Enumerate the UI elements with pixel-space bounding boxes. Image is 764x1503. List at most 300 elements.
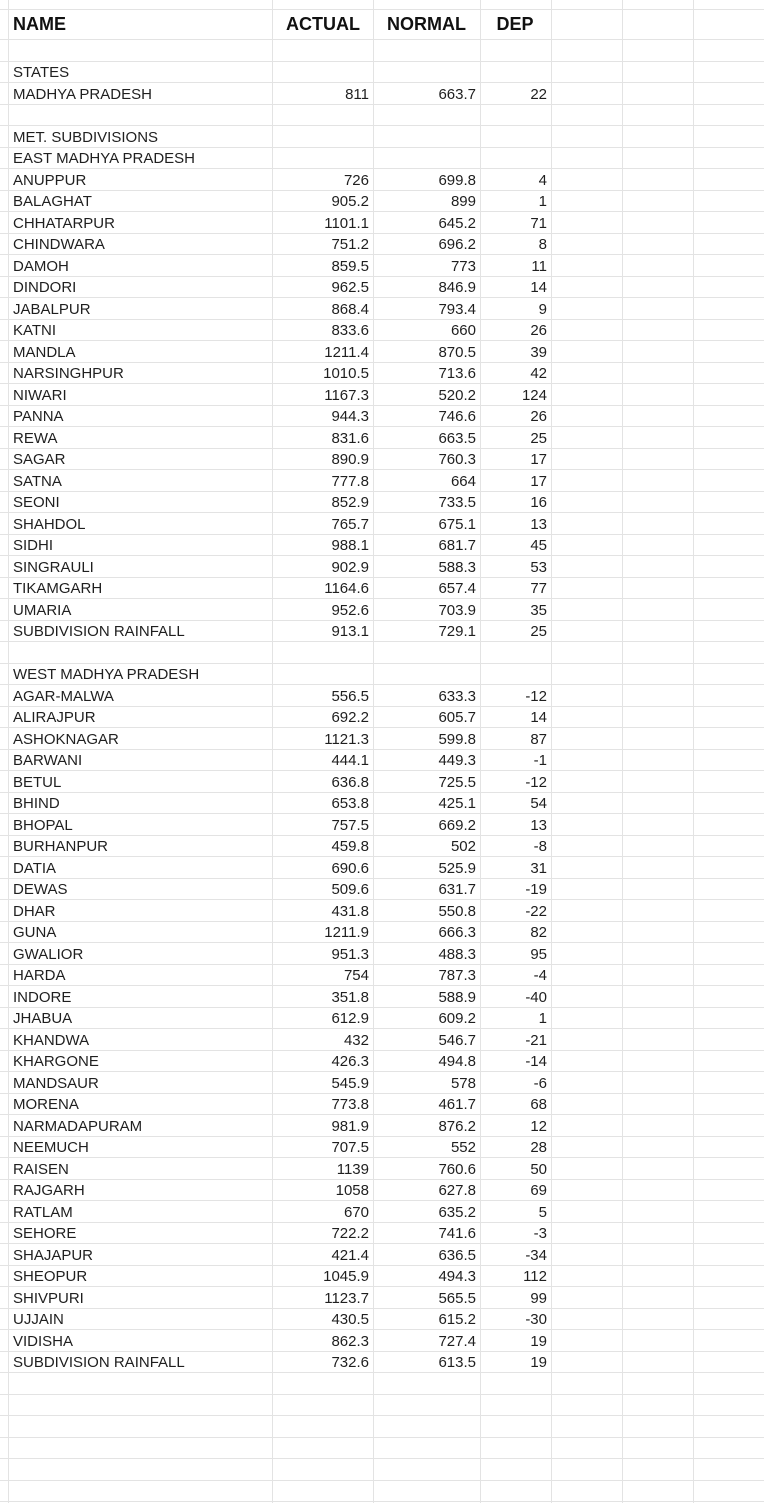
cell-dep[interactable]: 31	[530, 859, 547, 877]
cell-actual[interactable]: 902.9	[331, 558, 369, 576]
table-row[interactable]	[0, 1137, 764, 1159]
cell-dep[interactable]: -22	[525, 902, 547, 920]
cell-normal[interactable]	[373, 642, 480, 663]
cell-actual[interactable]: 1101.1	[324, 214, 369, 232]
cell-dep[interactable]	[480, 62, 550, 83]
cell-actual[interactable]: 707.5	[331, 1139, 369, 1156]
cell-normal[interactable]: 494.8	[438, 1053, 476, 1070]
header-row[interactable]	[0, 9, 764, 40]
cell-normal[interactable]: 636.5	[438, 1246, 476, 1264]
cell-actual[interactable]: 509.6	[331, 881, 369, 898]
table-row[interactable]	[0, 707, 764, 729]
table-row[interactable]	[0, 1072, 764, 1094]
cell-normal[interactable]: 681.7	[438, 537, 476, 554]
cell-normal[interactable]: 787.3	[438, 967, 476, 984]
table-row[interactable]	[0, 685, 764, 707]
table-row[interactable]	[0, 922, 764, 944]
cell-normal[interactable]: 793.4	[438, 300, 476, 318]
cell-normal[interactable]: 664	[450, 472, 476, 490]
cell-actual[interactable]: 444.1	[331, 752, 369, 769]
table-row[interactable]	[0, 1416, 764, 1438]
table-row[interactable]	[0, 1008, 764, 1030]
cell-normal[interactable]: 669.2	[438, 816, 476, 834]
cell-actual[interactable]: 722.2	[331, 1225, 369, 1242]
table-row[interactable]	[0, 1309, 764, 1331]
cell-normal[interactable]: 605.7	[438, 709, 476, 726]
cell-dep[interactable]: 19	[530, 1354, 547, 1371]
cell-actual[interactable]: 1045.9	[323, 1268, 369, 1285]
table-row[interactable]	[0, 836, 764, 858]
cell-normal[interactable]: 666.3	[438, 924, 476, 941]
table-row[interactable]	[0, 578, 764, 600]
cell-actual[interactable]: 459.8	[331, 838, 369, 855]
cell-actual[interactable]: 612.9	[331, 1010, 369, 1027]
cell-name[interactable]: VIDISHA	[13, 1332, 74, 1350]
cell-name[interactable]: SIDHI	[13, 537, 54, 554]
cell-dep[interactable]	[480, 1438, 550, 1459]
cell-name[interactable]: NARMADAPURAM	[13, 1117, 143, 1135]
cell-name[interactable]: GUNA	[13, 924, 57, 941]
cell-actual[interactable]: 859.5	[331, 257, 369, 275]
cell-dep[interactable]: 50	[530, 1160, 547, 1178]
cell-name[interactable]	[13, 642, 273, 663]
table-row[interactable]	[0, 212, 764, 234]
cell-dep[interactable]: -19	[525, 881, 547, 898]
cell-dep[interactable]: 8	[538, 236, 547, 253]
cell-normal[interactable]: 449.3	[438, 752, 476, 769]
table-row[interactable]	[0, 341, 764, 363]
cell-actual[interactable]: 1211.4	[324, 343, 369, 361]
cell-normal[interactable]	[373, 62, 480, 83]
cell-dep[interactable]	[480, 148, 550, 169]
cell-name[interactable]: DINDORI	[13, 279, 77, 296]
cell-normal[interactable]: 599.8	[438, 730, 476, 748]
cell-dep[interactable]: 124	[521, 386, 547, 404]
table-row[interactable]	[0, 384, 764, 406]
cell-actual[interactable]: 765.7	[331, 515, 369, 533]
cell-name[interactable]: CHHATARPUR	[13, 214, 115, 232]
cell-actual[interactable]: 962.5	[331, 279, 369, 296]
cell-dep[interactable]: -6	[533, 1074, 547, 1092]
cell-name[interactable]: PANNA	[13, 408, 64, 425]
cell-normal[interactable]: 663.7	[438, 85, 476, 103]
cell-normal[interactable]: 846.9	[438, 279, 476, 296]
table-row[interactable]	[0, 621, 764, 643]
cell-normal[interactable]: 588.9	[438, 988, 476, 1006]
cell-normal[interactable]: 588.3	[438, 558, 476, 576]
cell-dep[interactable]: 4	[538, 171, 547, 189]
cell-dep[interactable]: 25	[530, 623, 547, 640]
table-row[interactable]	[0, 1395, 764, 1417]
table-row[interactable]	[0, 169, 764, 191]
table-row[interactable]	[0, 449, 764, 471]
cell-normal[interactable]: 699.8	[438, 171, 476, 189]
cell-name[interactable]: STATES	[13, 64, 70, 81]
table-row[interactable]	[0, 406, 764, 428]
cell-dep[interactable]: 26	[530, 408, 547, 425]
cell-name[interactable]: BHOPAL	[13, 816, 73, 834]
cell-name[interactable]: RAISEN	[13, 1160, 69, 1178]
cell-name[interactable]: JABALPUR	[13, 300, 91, 318]
cell-name[interactable]: UJJAIN	[13, 1311, 64, 1328]
table-row[interactable]	[0, 879, 764, 901]
cell-name[interactable]: NEEMUCH	[13, 1139, 89, 1156]
cell-actual[interactable]: 1167.3	[324, 386, 369, 404]
cell-dep[interactable]: 17	[530, 451, 547, 468]
cell-normal[interactable]: 552	[450, 1139, 476, 1156]
cell-normal[interactable]: 657.4	[438, 580, 476, 597]
cell-dep[interactable]: 28	[530, 1139, 547, 1156]
cell-dep[interactable]: 25	[530, 429, 547, 447]
table-row[interactable]	[0, 642, 764, 664]
cell-name[interactable]: TIKAMGARH	[13, 580, 103, 597]
cell-name[interactable]: REWA	[13, 429, 58, 447]
cell-name[interactable]: CHINDWARA	[13, 236, 105, 253]
cell-actual[interactable]	[273, 1438, 373, 1459]
cell-actual[interactable]: 862.3	[331, 1332, 369, 1350]
cell-name[interactable]: WEST MADHYA PRADESH	[13, 666, 200, 683]
table-row[interactable]	[0, 986, 764, 1008]
cell-normal[interactable]	[373, 1373, 480, 1394]
cell-name[interactable]: MADHYA PRADESH	[13, 85, 152, 103]
cell-dep[interactable]: 69	[530, 1182, 547, 1199]
cell-normal[interactable]	[373, 1416, 480, 1437]
cell-name[interactable]: NARSINGHPUR	[13, 365, 124, 382]
cell-dep[interactable]: 39	[530, 343, 547, 361]
table-row[interactable]	[0, 40, 764, 62]
table-row[interactable]	[0, 363, 764, 385]
cell-actual[interactable]	[273, 1416, 373, 1437]
table-row[interactable]	[0, 470, 764, 492]
cell-actual[interactable]: 751.2	[331, 236, 369, 253]
cell-dep[interactable]: 19	[530, 1332, 547, 1350]
cell-actual[interactable]: 732.6	[331, 1354, 369, 1371]
cell-name[interactable]: MANDSAUR	[13, 1074, 99, 1092]
cell-name[interactable]	[13, 1373, 273, 1394]
cell-actual[interactable]: 1211.9	[324, 924, 369, 941]
cell-normal[interactable]: 550.8	[438, 902, 476, 920]
cell-name[interactable]: EAST MADHYA PRADESH	[13, 150, 195, 167]
cell-dep[interactable]: 82	[530, 924, 547, 941]
cell-normal[interactable]: 741.6	[438, 1225, 476, 1242]
cell-normal[interactable]: 578	[450, 1074, 476, 1092]
table-row[interactable]	[0, 857, 764, 879]
cell-normal[interactable]: 488.3	[438, 945, 476, 963]
cell-normal[interactable]: 635.2	[438, 1203, 476, 1221]
cell-normal[interactable]: 870.5	[438, 343, 476, 361]
cell-dep[interactable]: 68	[530, 1096, 547, 1113]
cell-name[interactable]: NIWARI	[13, 386, 67, 404]
table-row[interactable]	[0, 793, 764, 815]
cell-dep[interactable]: 9	[538, 300, 547, 318]
cell-normal[interactable]: 760.3	[438, 451, 476, 468]
table-row[interactable]	[0, 1438, 764, 1460]
cell-normal[interactable]: 631.7	[438, 881, 476, 898]
table-row[interactable]	[0, 234, 764, 256]
table-row[interactable]	[0, 535, 764, 557]
cell-actual[interactable]: 545.9	[331, 1074, 369, 1092]
table-row[interactable]	[0, 1094, 764, 1116]
cell-actual[interactable]: 421.4	[331, 1246, 369, 1264]
cell-dep[interactable]: 95	[530, 945, 547, 963]
cell-name[interactable]: SUBDIVISION RAINFALL	[13, 623, 185, 640]
cell-name[interactable]: AGAR-MALWA	[13, 687, 114, 705]
table-row[interactable]	[0, 191, 764, 213]
cell-actual[interactable]: 988.1	[331, 537, 369, 554]
cell-name[interactable]: BARWANI	[13, 752, 83, 769]
cell-actual[interactable]	[273, 62, 373, 83]
cell-normal[interactable]	[373, 664, 480, 685]
cell-name[interactable]	[13, 1416, 273, 1437]
cell-actual[interactable]: 426.3	[331, 1053, 369, 1070]
table-row[interactable]	[0, 750, 764, 772]
cell-dep[interactable]: 77	[530, 580, 547, 597]
table-row[interactable]	[0, 1459, 764, 1481]
table-row[interactable]	[0, 148, 764, 170]
cell-name[interactable]: INDORE	[13, 988, 72, 1006]
cell-normal[interactable]: 615.2	[438, 1311, 476, 1328]
cell-actual[interactable]: 726	[343, 171, 369, 189]
cell-name[interactable]: DAMOH	[13, 257, 69, 275]
cell-actual[interactable]	[273, 105, 373, 126]
cell-actual[interactable]: 890.9	[331, 451, 369, 468]
cell-normal[interactable]: 633.3	[438, 687, 476, 705]
cell-name[interactable]: RATLAM	[13, 1203, 73, 1221]
cell-name[interactable]: DATIA	[13, 859, 57, 877]
cell-normal[interactable]: 425.1	[438, 795, 476, 812]
cell-name[interactable]: SHAJAPUR	[13, 1246, 94, 1264]
table-row[interactable]	[0, 814, 764, 836]
cell-normal[interactable]: 713.6	[438, 365, 476, 382]
cell-dep[interactable]: 112	[523, 1268, 547, 1285]
cell-normal[interactable]: 733.5	[438, 494, 476, 511]
cell-normal[interactable]	[373, 1481, 480, 1502]
table-row[interactable]	[0, 126, 764, 148]
cell-dep[interactable]: 22	[530, 85, 547, 103]
header-cell-name[interactable]: NAME	[13, 14, 66, 34]
cell-dep[interactable]: -3	[533, 1225, 547, 1242]
cell-actual[interactable]: 831.6	[331, 429, 369, 447]
cell-normal[interactable]: 725.5	[438, 773, 476, 791]
cell-dep[interactable]: 5	[538, 1203, 547, 1221]
cell-name[interactable]: JHABUA	[13, 1010, 73, 1027]
cell-normal[interactable]: 613.5	[438, 1354, 476, 1371]
cell-actual[interactable]: 868.4	[331, 300, 369, 318]
cell-name[interactable]: SEHORE	[13, 1225, 77, 1242]
cell-actual[interactable]: 981.9	[331, 1117, 369, 1135]
cell-name[interactable]: ANUPPUR	[13, 171, 87, 189]
cell-dep[interactable]	[480, 40, 550, 61]
cell-actual[interactable]: 852.9	[331, 494, 369, 511]
cell-dep[interactable]	[480, 126, 550, 147]
cell-name[interactable]	[13, 1459, 273, 1480]
cell-name[interactable]: MET. SUBDIVISIONS	[13, 128, 159, 146]
cell-dep[interactable]: 99	[530, 1289, 547, 1307]
cell-name[interactable]: BETUL	[13, 773, 62, 791]
table-row[interactable]	[0, 320, 764, 342]
cell-normal[interactable]	[373, 40, 480, 61]
cell-actual[interactable]: 653.8	[331, 795, 369, 812]
cell-normal[interactable]: 727.4	[438, 1332, 476, 1350]
cell-dep[interactable]: 12	[530, 1117, 547, 1135]
cell-normal[interactable]: 746.6	[438, 408, 476, 425]
cell-actual[interactable]	[273, 126, 373, 147]
header-cell-actual[interactable]: ACTUAL	[286, 14, 360, 34]
cell-normal[interactable]	[373, 105, 480, 126]
cell-actual[interactable]: 692.2	[331, 709, 369, 726]
cell-dep[interactable]	[480, 1481, 550, 1502]
cell-normal[interactable]: 525.9	[438, 859, 476, 877]
cell-dep[interactable]: 13	[530, 816, 547, 834]
cell-normal[interactable]: 899	[450, 193, 476, 210]
cell-actual[interactable]: 913.1	[331, 623, 369, 640]
cell-actual[interactable]	[273, 1373, 373, 1394]
cell-name[interactable]: BALAGHAT	[13, 193, 92, 210]
cell-dep[interactable]	[480, 1459, 550, 1480]
cell-name[interactable]: SHEOPUR	[13, 1268, 88, 1285]
cell-name[interactable]: KHANDWA	[13, 1031, 90, 1049]
cell-normal[interactable]: 461.7	[438, 1096, 476, 1113]
cell-actual[interactable]: 1010.5	[323, 365, 369, 382]
table-row[interactable]	[0, 427, 764, 449]
table-row[interactable]	[0, 1266, 764, 1288]
cell-dep[interactable]: 26	[530, 322, 547, 339]
cell-dep[interactable]: -34	[525, 1246, 547, 1264]
cell-dep[interactable]	[480, 1395, 550, 1416]
cell-actual[interactable]: 690.6	[331, 859, 369, 877]
cell-normal[interactable]	[373, 148, 480, 169]
table-row[interactable]	[0, 943, 764, 965]
cell-actual[interactable]: 432	[343, 1031, 369, 1049]
cell-actual[interactable]	[273, 1395, 373, 1416]
cell-actual[interactable]: 1121.3	[324, 730, 369, 748]
cell-name[interactable]: HARDA	[13, 967, 66, 984]
table-row[interactable]	[0, 1223, 764, 1245]
cell-actual[interactable]: 754	[343, 967, 369, 984]
cell-normal[interactable]: 696.2	[438, 236, 476, 253]
cell-dep[interactable]: -21	[525, 1031, 547, 1049]
cell-actual[interactable]: 556.5	[331, 687, 369, 705]
cell-actual[interactable]	[273, 148, 373, 169]
table-row[interactable]	[0, 513, 764, 535]
cell-dep[interactable]: -12	[525, 773, 547, 791]
cell-dep[interactable]: 13	[530, 515, 547, 533]
cell-normal[interactable]: 663.5	[438, 429, 476, 447]
table-row[interactable]	[0, 556, 764, 578]
cell-actual[interactable]: 833.6	[331, 322, 369, 339]
cell-dep[interactable]: 16	[530, 494, 547, 511]
cell-dep[interactable]: -8	[533, 838, 547, 855]
cell-dep[interactable]: 42	[530, 365, 547, 382]
table-row[interactable]	[0, 1330, 764, 1352]
cell-dep[interactable]: -40	[525, 988, 547, 1006]
cell-dep[interactable]: 1	[538, 193, 547, 210]
cell-normal[interactable]: 773	[450, 257, 476, 275]
cell-dep[interactable]: -14	[525, 1053, 547, 1070]
cell-dep[interactable]: 45	[530, 537, 547, 554]
table-row[interactable]	[0, 599, 764, 621]
cell-dep[interactable]	[480, 105, 550, 126]
cell-normal[interactable]	[373, 126, 480, 147]
cell-name[interactable]	[13, 105, 273, 126]
cell-actual[interactable]	[273, 642, 373, 663]
cell-name[interactable]	[13, 40, 273, 61]
cell-normal[interactable]	[373, 1438, 480, 1459]
table-row[interactable]	[0, 255, 764, 277]
table-row[interactable]	[0, 62, 764, 84]
table-row[interactable]	[0, 1201, 764, 1223]
cell-normal[interactable]: 609.2	[438, 1010, 476, 1027]
header-cell-normal[interactable]: NORMAL	[387, 14, 466, 34]
table-row[interactable]	[0, 1352, 764, 1374]
cell-name[interactable]: ALIRAJPUR	[13, 709, 96, 726]
cell-name[interactable]: SEONI	[13, 494, 60, 511]
cell-actual[interactable]: 951.3	[331, 945, 369, 963]
cell-normal[interactable]: 876.2	[438, 1117, 476, 1135]
cell-normal[interactable]: 703.9	[438, 601, 476, 619]
table-row[interactable]	[0, 728, 764, 750]
table-row[interactable]	[0, 1029, 764, 1051]
cell-name[interactable]	[13, 1481, 273, 1502]
cell-normal[interactable]: 660	[450, 322, 476, 339]
cell-actual[interactable]: 1123.7	[324, 1289, 369, 1307]
cell-actual[interactable]	[273, 1481, 373, 1502]
cell-normal[interactable]: 627.8	[438, 1182, 476, 1199]
cell-dep[interactable]: 14	[530, 709, 547, 726]
cell-dep[interactable]: 14	[530, 279, 547, 296]
cell-normal[interactable]: 502	[450, 838, 476, 855]
table-row[interactable]	[0, 492, 764, 514]
cell-normal[interactable]: 494.3	[438, 1268, 476, 1285]
cell-name[interactable]: SAGAR	[13, 451, 66, 468]
cell-dep[interactable]: 53	[530, 558, 547, 576]
cell-normal[interactable]: 645.2	[438, 214, 476, 232]
table-row[interactable]	[0, 1051, 764, 1073]
cell-dep[interactable]: 1	[538, 1010, 547, 1027]
cell-name[interactable]: BURHANPUR	[13, 838, 109, 855]
cell-dep[interactable]	[480, 1416, 550, 1437]
cell-dep[interactable]: 11	[531, 257, 547, 275]
cell-normal[interactable]	[373, 1459, 480, 1480]
cell-normal[interactable]: 760.6	[438, 1160, 476, 1178]
cell-actual[interactable]: 757.5	[331, 816, 369, 834]
cell-name[interactable]: SUBDIVISION RAINFALL	[13, 1354, 185, 1371]
cell-actual[interactable]: 777.8	[331, 472, 369, 490]
table-row[interactable]	[0, 965, 764, 987]
table-row[interactable]	[0, 771, 764, 793]
cell-dep[interactable]	[480, 642, 550, 663]
cell-actual[interactable]: 431.8	[331, 902, 369, 920]
table-row[interactable]	[0, 664, 764, 686]
cell-name[interactable]: MORENA	[13, 1096, 79, 1113]
cell-actual[interactable]: 952.6	[331, 601, 369, 619]
cell-actual[interactable]: 351.8	[331, 988, 369, 1006]
cell-name[interactable]: UMARIA	[13, 601, 72, 619]
cell-dep[interactable]	[480, 1373, 550, 1394]
table-row[interactable]	[0, 298, 764, 320]
cell-normal[interactable]	[373, 1395, 480, 1416]
cell-name[interactable]: DHAR	[13, 902, 56, 920]
cell-dep[interactable]: 17	[530, 472, 547, 490]
cell-dep[interactable]: -30	[525, 1311, 547, 1328]
cell-dep[interactable]: -4	[533, 967, 547, 984]
cell-name[interactable]	[13, 1438, 273, 1459]
cell-actual[interactable]	[273, 1459, 373, 1480]
table-row[interactable]	[0, 83, 764, 105]
cell-name[interactable]: MANDLA	[13, 343, 76, 361]
cell-actual[interactable]: 811	[345, 85, 369, 103]
cell-dep[interactable]: -1	[533, 752, 547, 769]
